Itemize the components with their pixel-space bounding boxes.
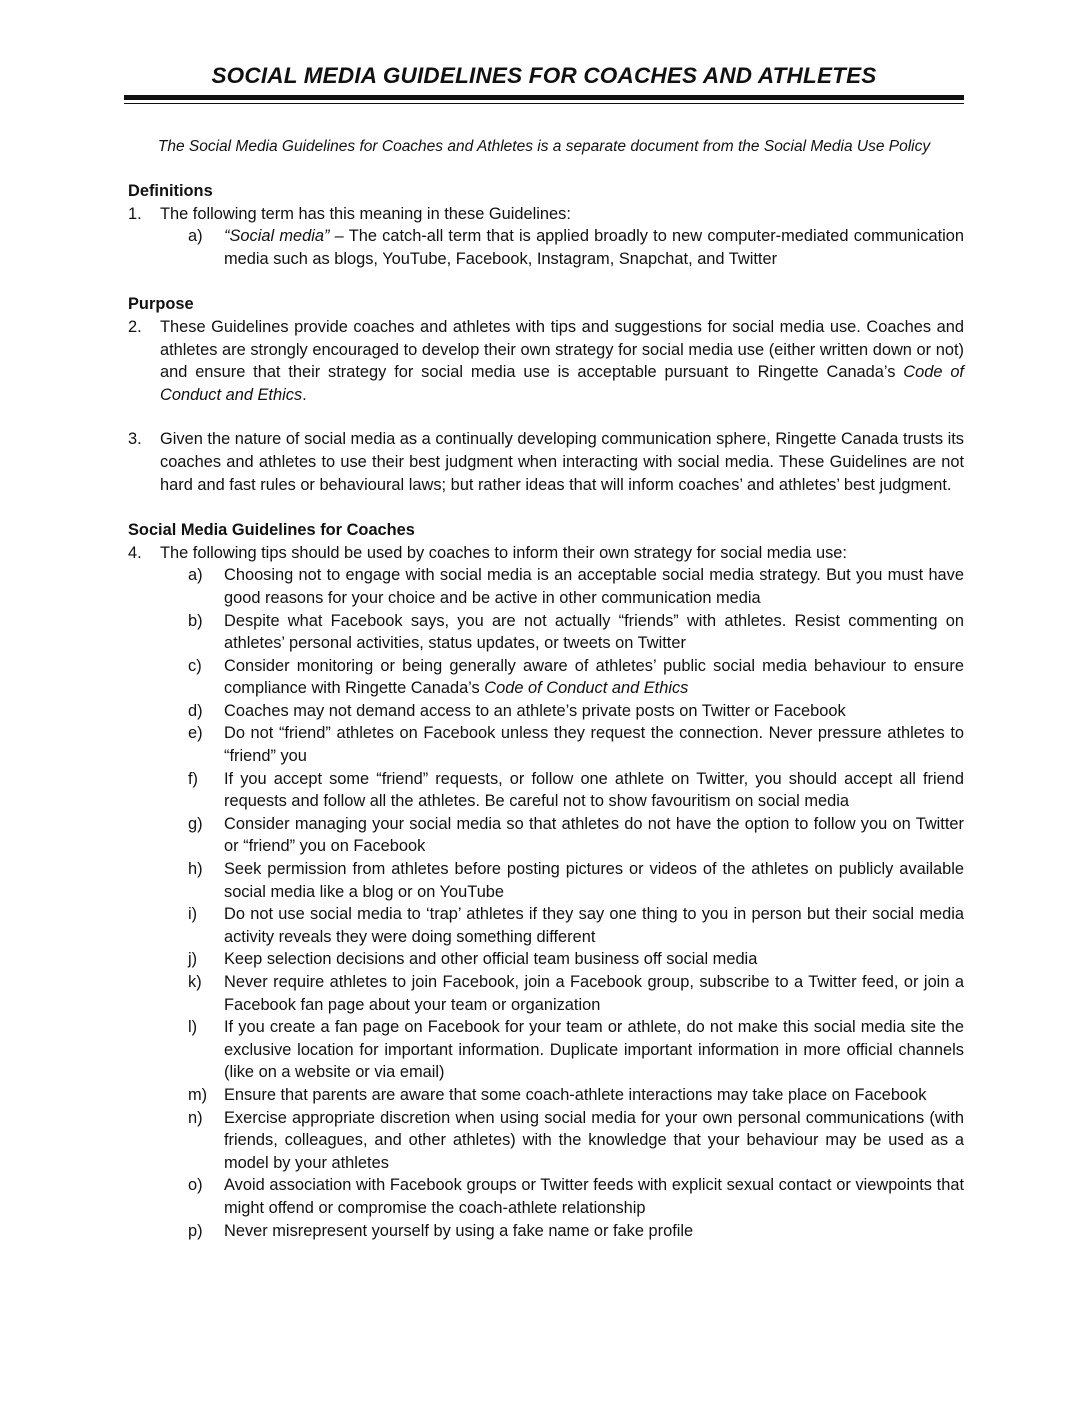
tip-text: Despite what Facebook says, you are not actually “friends” with athletes. Resist commenting on athletes’ personal activities, status updates, or tweets on Twitter (224, 611, 964, 653)
item-letter: n) (188, 1108, 203, 1127)
item-letter: f) (188, 769, 199, 788)
item-letter: o) (188, 1176, 203, 1195)
title-rule-thick (124, 95, 964, 100)
tip-text: Consider managing your social media so that athletes do not have the option to follow you on Twitter or “friend” you on Facebook (224, 814, 964, 856)
numbered-item-1 (128, 203, 964, 226)
tip-text: Coaches may not demand access to an athlete’s private posts on Twitter or Facebook (224, 701, 846, 720)
item-number: 1. (128, 204, 142, 223)
list-item (188, 903, 964, 948)
definition-text: – The catch-all term that is applied broadly to new computer-mediated communication media such as blogs, YouTube, Facebook, Instagram, Snapchat, and Twitter (224, 227, 964, 268)
item-letter: m) (188, 1085, 208, 1104)
tip-text: If you create a fan page on Facebook for your team or athlete, do not make this social media site the exclusive location for important information. Duplicate important information in more official channels (like on a website or via email) (224, 1018, 964, 1082)
item-letter: a) (188, 227, 203, 246)
item-text: These Guidelines provide coaches and athletes with tips and suggestions for social media use. Coaches and athletes are strongly encouraged to develop their own strategy for social media use (either written down or not) and ensure that their strategy for social media use is acceptable pursuant to Ringette Canada’s (160, 317, 964, 382)
list-item (188, 768, 964, 813)
tip-text: Never misrepresent yourself by using a fake name or fake profile (224, 1221, 694, 1240)
item-letter: k) (188, 973, 202, 991)
numbered-item-3 (128, 428, 964, 496)
defined-term: “Social media” (224, 227, 330, 246)
code-of-conduct-reference: Code of Conduct and Ethics (160, 363, 964, 404)
item-letter: j) (188, 950, 198, 969)
list-item (188, 1220, 964, 1243)
coach-tips-list (128, 564, 964, 1242)
item-text: Given the nature of social media as a continually developing communication sphere, Ringette Canada trusts its coaches and athletes to use their best judgment when interacting with social media. These Guidelines are not hard and fast rules or behavioural laws; but rather ideas that will inform coaches’ and athletes’ best judgment. (160, 430, 964, 494)
document-body (128, 180, 964, 1242)
item-letter: p) (188, 1221, 203, 1240)
tip-text: Do not “friend” athletes on Facebook unless they request the connection. Never pressure athletes to “friend” you (224, 724, 964, 766)
list-item (188, 971, 964, 1016)
item-letter: h) (188, 860, 203, 879)
item-letter: i) (188, 905, 198, 924)
list-item (188, 1107, 964, 1175)
item-number: 4. (128, 543, 142, 562)
list-item (188, 225, 964, 270)
tip-text: If you accept some “friend” requests, or follow one athlete on Twitter, you should accept all friend requests and follow all the athletes. Be careful not to show favouritism on social media (224, 769, 964, 811)
list-item (188, 948, 964, 971)
tip-text: Avoid association with Facebook groups or Twitter feeds with explicit sexual contact or viewpoints that might offend or compromise the coach-athlete relationship (224, 1176, 964, 1217)
item-letter: e) (188, 724, 203, 743)
item-letter: g) (188, 814, 203, 833)
item-text: The following tips should be used by coaches to inform their own strategy for social media use: (160, 543, 847, 562)
list-item (188, 700, 964, 723)
item-text-end: . (302, 385, 307, 404)
tip-text: Choosing not to engage with social media is an acceptable social media strategy. But you must have good reasons for your choice and be active in other communication media (224, 566, 964, 607)
list-item (188, 1174, 964, 1219)
tip-text: Keep selection decisions and other official team business off social media (224, 950, 758, 969)
item-letter: d) (188, 701, 203, 720)
list-item (188, 813, 964, 858)
item-number: 2. (128, 317, 142, 336)
numbered-item-4 (128, 542, 964, 565)
tip-text: Exercise appropriate discretion when using social media for your own personal communications (with friends, colleagues, and other athletes) with the knowledge that your behaviour may be used as a model by your athletes (224, 1108, 964, 1172)
tip-text: Seek permission from athletes before posting pictures or videos of the athletes on publicly available social media like a blog or on YouTube (224, 860, 964, 901)
section-heading-definitions: Definitions (128, 182, 213, 200)
list-item (188, 858, 964, 903)
item-letter: l) (188, 1018, 198, 1037)
tip-text: Never require athletes to join Facebook, join a Facebook group, subscribe to a Twitter feed, or join a Facebook fan page about your team or organization (224, 973, 964, 1014)
page-title: SOCIAL MEDIA GUIDELINES FOR COACHES AND ATHLETES (211, 63, 877, 88)
code-of-conduct-reference: Code of Conduct and Ethics (484, 679, 689, 698)
item-letter: c) (188, 656, 202, 675)
tip-text: Consider monitoring or being generally aware of athletes’ public social media behaviour to ensure compliance with Ringette Canada’s (224, 656, 964, 698)
list-item (188, 1016, 964, 1084)
list-item (188, 564, 964, 609)
item-letter: a) (188, 566, 203, 585)
list-item (188, 722, 964, 767)
definitions-list (128, 225, 964, 270)
list-item (188, 610, 964, 655)
numbered-item-2 (128, 316, 964, 406)
title-rule-thin (124, 103, 964, 104)
list-item (188, 655, 964, 700)
list-item (188, 1084, 964, 1107)
tip-text: Ensure that parents are aware that some coach-athlete interactions may take place on Facebook (224, 1085, 927, 1104)
item-number: 3. (128, 430, 142, 449)
item-letter: b) (188, 611, 203, 630)
document-note: The Social Media Guidelines for Coaches and Athletes is a separate document from the Social Media Use Policy (157, 138, 931, 155)
section-heading-purpose: Purpose (128, 295, 194, 314)
section-heading-coaches: Social Media Guidelines for Coaches (128, 521, 415, 540)
tip-text: Do not use social media to ‘trap’ athletes if they say one thing to you in person but their social media activity reveals they were doing something different (224, 905, 964, 946)
item-text: The following term has this meaning in these Guidelines: (160, 204, 571, 223)
